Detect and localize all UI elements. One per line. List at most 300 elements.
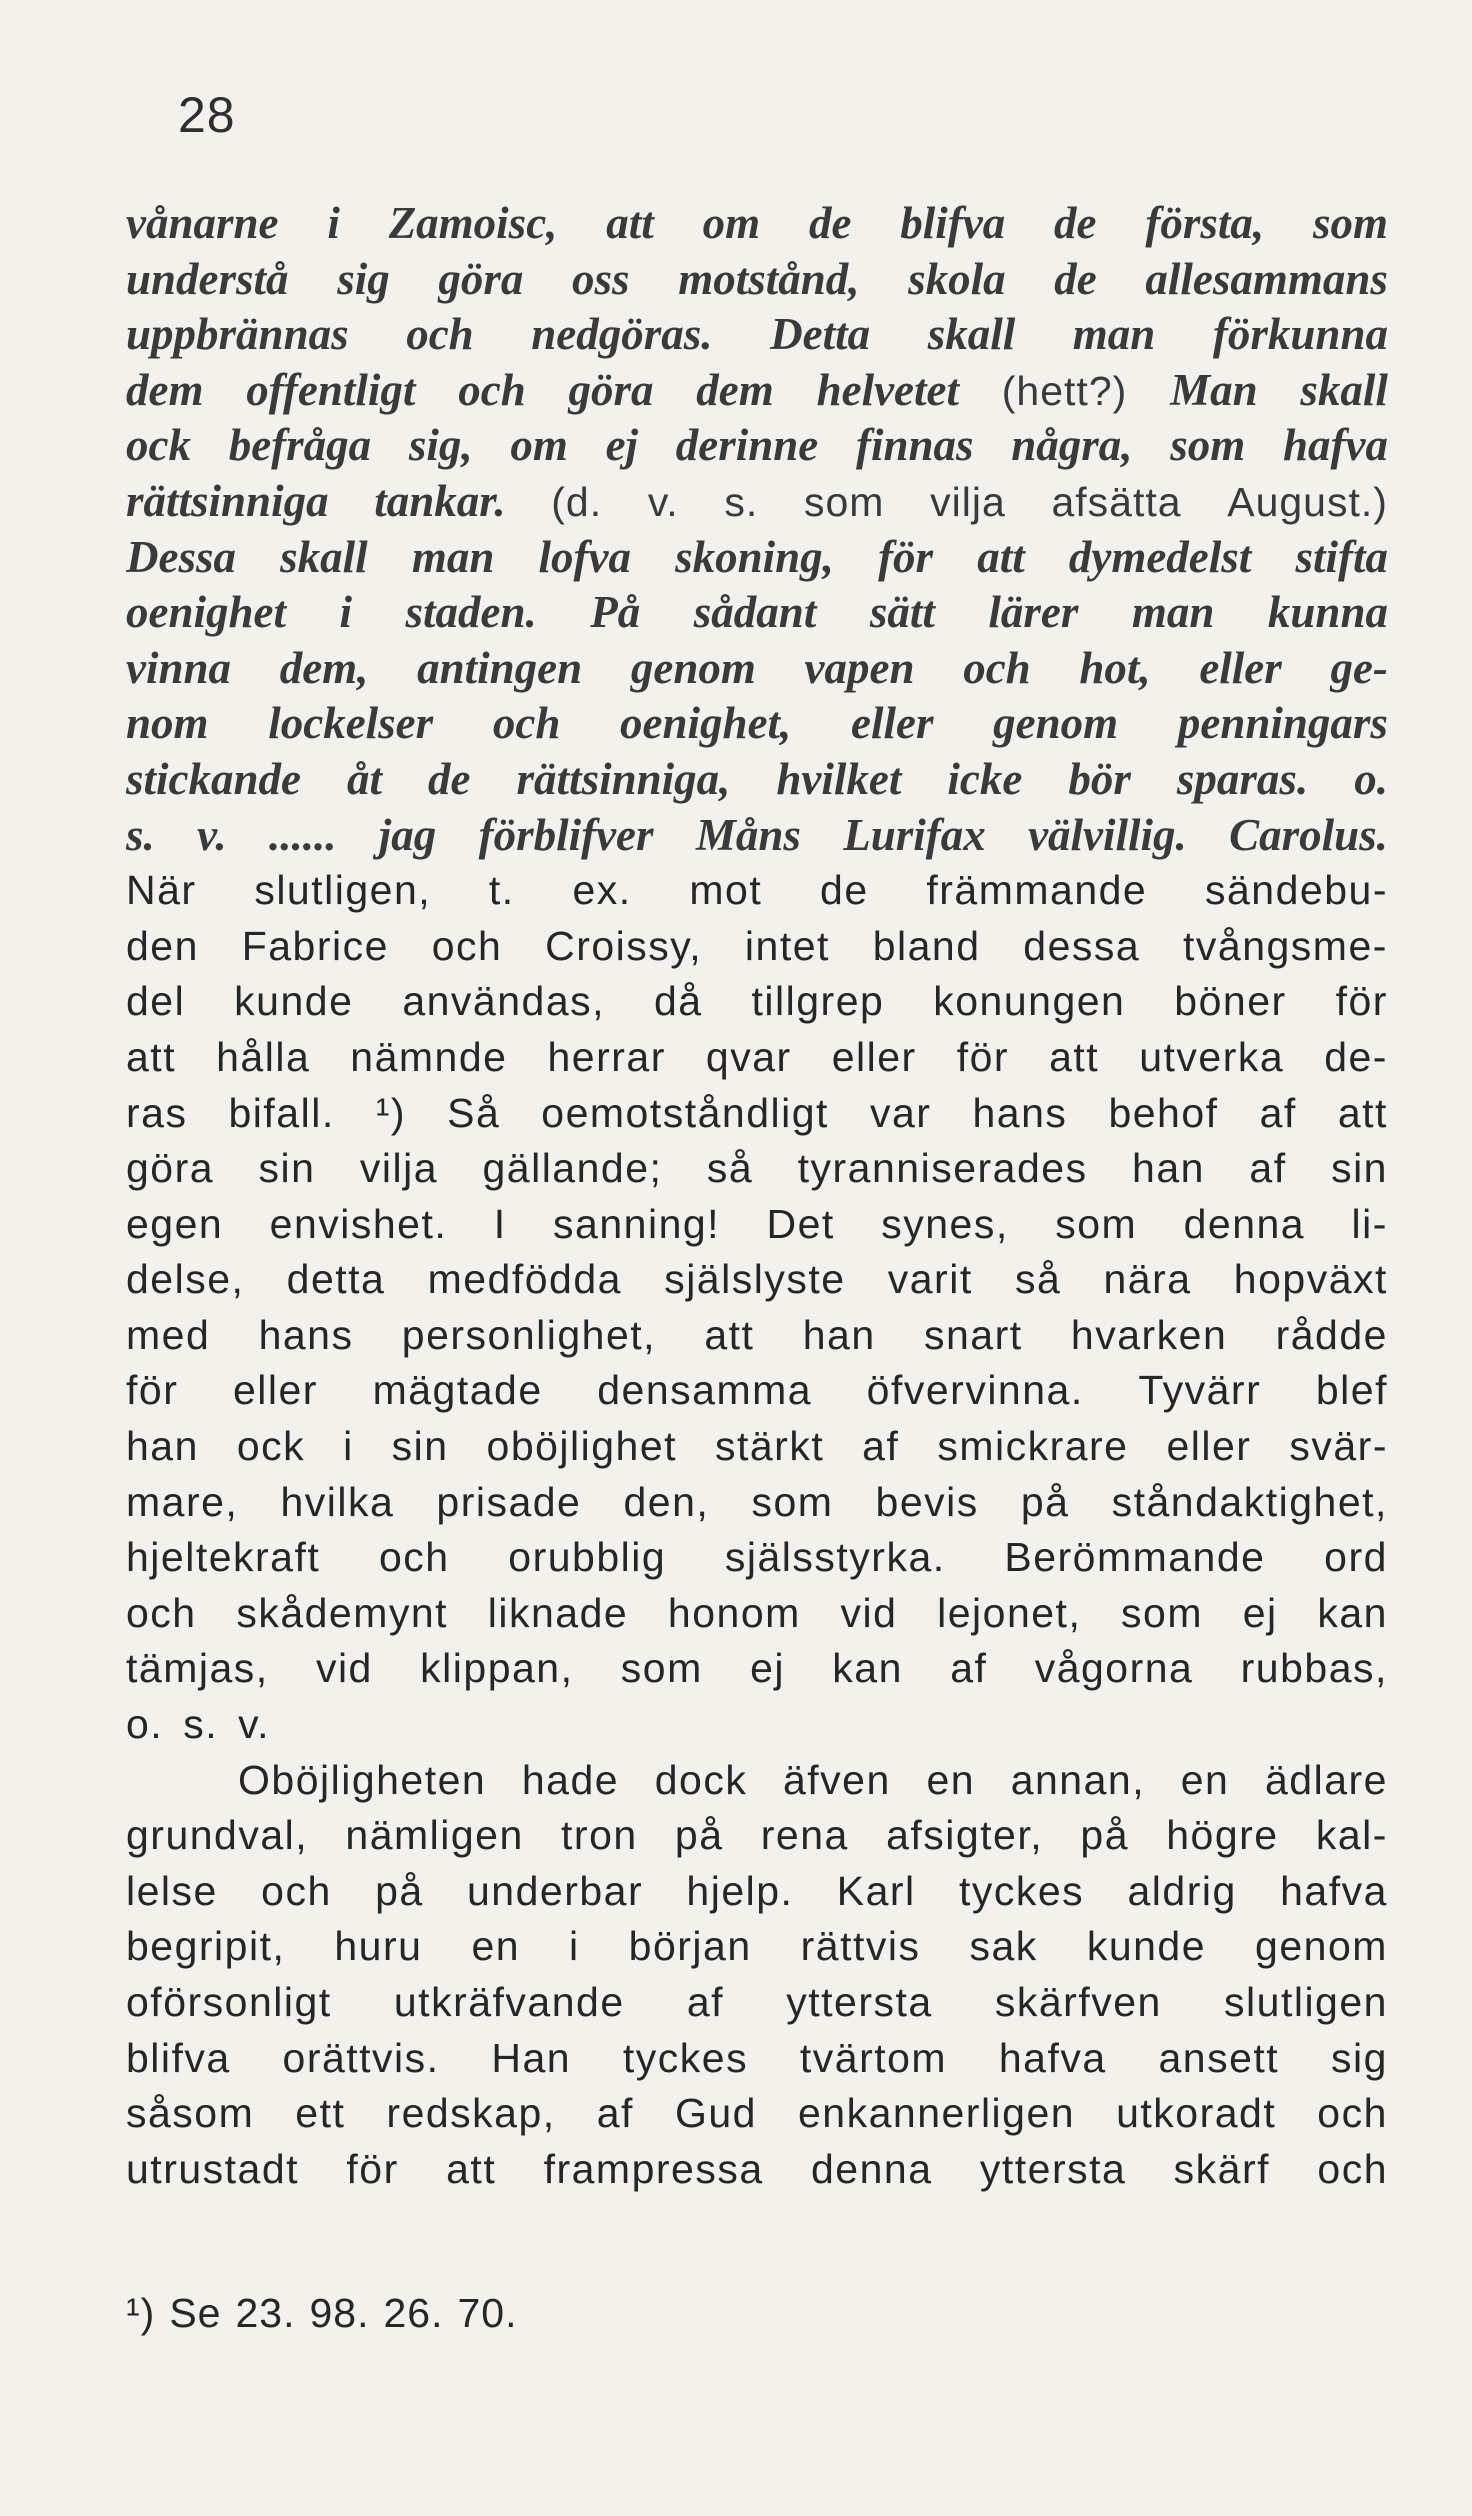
word: mot <box>689 867 763 914</box>
word: göra <box>126 1145 215 1192</box>
text-line <box>126 1697 1388 1753</box>
word: s. <box>126 809 155 860</box>
word: såsom <box>126 2090 255 2137</box>
word: sig <box>337 253 390 304</box>
word: lejonet, <box>937 1589 1082 1636</box>
word: genom <box>1255 1923 1388 1970</box>
word: nom <box>126 698 209 749</box>
word: som <box>620 1645 703 1692</box>
word: (d. <box>551 478 603 525</box>
word: vilja <box>359 1145 439 1192</box>
word: som <box>1055 1200 1138 1247</box>
word: att <box>446 2145 497 2192</box>
word: ¹) <box>375 1089 407 1136</box>
text-line <box>126 363 1388 419</box>
word: och <box>963 642 1031 693</box>
word: genom <box>630 642 756 693</box>
word: tankar. <box>374 475 506 526</box>
word: att <box>704 1311 755 1358</box>
word: kan <box>832 1645 903 1692</box>
word: på <box>1020 1478 1070 1525</box>
word: den <box>126 922 199 969</box>
word: Gud <box>674 2090 757 2137</box>
word: genom <box>993 698 1119 749</box>
text-line <box>126 1363 1388 1419</box>
word: skoning, <box>675 531 834 582</box>
word: ge- <box>1330 642 1388 693</box>
word: rättsinniga, <box>516 753 731 804</box>
text-line <box>126 1197 1388 1253</box>
word: orubblig <box>508 1534 667 1581</box>
word: hopväxt <box>1233 1256 1388 1303</box>
word: ord <box>1324 1534 1388 1581</box>
text-line <box>126 1308 1388 1364</box>
text-line <box>126 641 1388 697</box>
word: behof <box>1108 1089 1219 1136</box>
word: att <box>977 531 1025 582</box>
word: intet <box>744 922 830 969</box>
word: lofva <box>538 531 631 582</box>
word: rubbas, <box>1240 1645 1388 1692</box>
word: I <box>493 1200 507 1247</box>
word: högre <box>1166 1812 1279 1859</box>
word: Croissy, <box>545 922 703 969</box>
footnote-reference: 26. <box>383 2290 444 2336</box>
word: skärfven <box>994 1979 1162 2025</box>
word: sanning! <box>553 1200 721 1247</box>
word: vid <box>315 1645 373 1692</box>
word: v. <box>238 1701 270 1748</box>
word: för <box>126 1367 179 1414</box>
text-line <box>126 1586 1388 1642</box>
word: om <box>510 420 568 471</box>
word: man <box>1072 309 1156 360</box>
text-line <box>126 1919 1388 1975</box>
word: att <box>126 1033 177 1080</box>
word: och <box>431 922 503 969</box>
word: annan, <box>1010 1756 1146 1803</box>
word: som <box>1312 198 1388 248</box>
word: synes, <box>881 1200 1009 1247</box>
word: mare, <box>126 1478 239 1525</box>
word: motstånd, <box>678 253 860 304</box>
word: hade <box>521 1756 620 1803</box>
word: frampressa <box>543 2145 764 2192</box>
word: gällande; <box>482 1145 663 1192</box>
word: huru <box>334 1923 423 1970</box>
word: Lurifax <box>843 809 986 860</box>
word: som <box>803 478 885 525</box>
word: förkunna <box>1212 309 1388 360</box>
word: af <box>950 1645 988 1692</box>
word: finnas <box>855 420 974 471</box>
word: ståndaktighet, <box>1111 1478 1388 1525</box>
word: som <box>751 1478 834 1525</box>
word: ...... <box>268 809 337 860</box>
word: redskap, <box>386 2090 556 2137</box>
word: förblifver <box>478 809 654 860</box>
word: som <box>1170 420 1246 471</box>
word: v. <box>647 478 679 525</box>
word: hafva <box>998 2034 1107 2081</box>
word: då <box>653 978 703 1025</box>
word: staden. <box>405 587 537 638</box>
text-line <box>126 1086 1388 1142</box>
word: själsstyrka. <box>724 1534 946 1581</box>
word: rättvis <box>800 1923 921 1970</box>
word: de <box>1054 253 1097 304</box>
word: rena <box>760 1812 849 1859</box>
word: kunde <box>234 978 354 1025</box>
word: vapen <box>804 642 915 693</box>
text-line <box>126 196 1388 252</box>
text-line <box>126 1641 1388 1697</box>
word: ej <box>750 1645 785 1692</box>
word: Berömmande <box>1004 1534 1266 1581</box>
word: på <box>1080 1812 1129 1859</box>
word: hvilket <box>776 753 902 804</box>
word: eller <box>851 698 934 749</box>
word: understå <box>126 253 289 304</box>
word: afsigter, <box>886 1812 1044 1859</box>
word: (hett?) <box>1001 367 1128 414</box>
word: en <box>471 1923 521 1970</box>
word: göra <box>438 253 524 304</box>
footnote-reference: Se <box>169 2290 222 2336</box>
text-line <box>126 863 1388 919</box>
word: eller <box>1166 1423 1252 1470</box>
word: kal- <box>1315 1812 1388 1859</box>
word: sin <box>391 1423 449 1470</box>
word: varit <box>887 1256 973 1303</box>
word: oböjlighet <box>486 1423 678 1470</box>
word: tyranniserades <box>797 1145 1088 1192</box>
word: skall <box>1300 364 1388 415</box>
word: stärkt <box>714 1423 825 1470</box>
word: offentligt <box>246 364 416 415</box>
word: hålla <box>216 1033 311 1080</box>
word: skall <box>927 309 1016 360</box>
word: del <box>126 978 186 1025</box>
word: lockelser <box>268 698 434 749</box>
footnote-marker: ¹) <box>126 2290 156 2336</box>
word: Så <box>447 1089 501 1136</box>
word: hjeltekraft <box>126 1534 321 1581</box>
word: detta <box>286 1256 386 1303</box>
word: rådde <box>1275 1311 1388 1358</box>
word: sändebu- <box>1205 867 1388 914</box>
word: nämnde <box>350 1033 508 1080</box>
word: sätt <box>869 587 935 638</box>
word: af <box>686 1979 725 2025</box>
word: hjelp. <box>686 1867 794 1914</box>
word: ej <box>1242 1589 1278 1636</box>
text-line <box>126 1975 1388 2031</box>
word: slutligen, <box>254 867 432 914</box>
word: ex. <box>572 867 632 914</box>
word: mägtade <box>372 1367 543 1414</box>
word: På <box>590 587 641 638</box>
word: rättsinniga <box>126 475 329 526</box>
word: tvångsme- <box>1183 922 1388 969</box>
word: tyckes <box>622 2034 749 2081</box>
word: på <box>674 1812 724 1859</box>
word: var <box>869 1089 932 1136</box>
word: prisade <box>436 1478 582 1525</box>
word: och <box>1317 2145 1388 2192</box>
word: orättvis. <box>282 2034 440 2081</box>
word: skall <box>280 531 368 582</box>
word: sparas. <box>1176 753 1309 804</box>
word: han <box>126 1423 199 1470</box>
word: v. <box>197 809 227 860</box>
word: i <box>569 1923 580 1970</box>
word: att <box>1337 1089 1388 1136</box>
text-line <box>126 530 1388 586</box>
word: ansett <box>1158 2034 1280 2081</box>
word: bevis <box>875 1478 979 1525</box>
word: ett <box>295 2090 346 2137</box>
word: de <box>1054 198 1097 248</box>
word: själslyste <box>664 1256 846 1303</box>
word: snart <box>923 1311 1023 1358</box>
word: Zamoisc, <box>388 198 558 248</box>
word: af <box>596 2090 634 2137</box>
text-line <box>126 418 1388 474</box>
word: i <box>327 198 340 248</box>
word: vid <box>840 1589 898 1636</box>
word: dem <box>126 364 204 415</box>
word: första, <box>1145 198 1265 248</box>
word: välvillig. <box>1028 809 1187 860</box>
text-line <box>126 585 1388 641</box>
word: för <box>956 1033 1010 1080</box>
text-line <box>126 2031 1388 2087</box>
word: honom <box>667 1589 801 1636</box>
word: för <box>1335 978 1388 1025</box>
word: eller <box>831 1033 917 1080</box>
text-line <box>126 752 1388 808</box>
word: slutligen <box>1224 1979 1388 2025</box>
word: hvilka <box>280 1478 395 1525</box>
word: af <box>1259 1089 1297 1136</box>
word: bland <box>872 922 981 969</box>
word: och <box>492 698 561 749</box>
word: envishet. <box>269 1200 448 1247</box>
word: för <box>878 531 934 582</box>
word: af <box>862 1423 900 1470</box>
word: om <box>702 198 761 248</box>
word: och <box>126 1589 197 1636</box>
word: Tyvärr <box>1138 1367 1262 1414</box>
word: hafva <box>1282 420 1388 471</box>
word: densamma <box>597 1367 813 1414</box>
word: underbar <box>466 1867 644 1914</box>
word: konungen <box>933 978 1126 1025</box>
word: begripit, <box>126 1923 286 1970</box>
word: de- <box>1324 1033 1388 1080</box>
word: Carolus. <box>1229 809 1388 860</box>
word: derinne <box>675 420 819 471</box>
word: o. <box>1354 753 1388 804</box>
text-line <box>126 1864 1388 1920</box>
word: grundval, <box>126 1812 309 1859</box>
word: enkannerligen <box>797 2090 1076 2137</box>
word: utrustadt <box>126 2145 300 2192</box>
word: användas, <box>402 978 606 1025</box>
word: När <box>126 867 197 914</box>
word: göra <box>568 364 654 415</box>
word: att <box>606 198 654 248</box>
text-line <box>126 252 1388 308</box>
text-line <box>126 1530 1388 1586</box>
word: stickande <box>126 753 301 804</box>
word: lelse <box>126 1867 218 1914</box>
word: böner <box>1174 978 1287 1025</box>
word: de <box>808 198 852 248</box>
word: han <box>1132 1145 1205 1192</box>
word: ädlare <box>1264 1756 1388 1803</box>
word: dem, <box>279 642 369 693</box>
word: några, <box>1011 420 1133 471</box>
word: egen <box>126 1200 224 1247</box>
text-line <box>126 696 1388 752</box>
word: Oböjligheten <box>238 1756 487 1803</box>
word: med <box>126 1311 211 1358</box>
word: delse, <box>126 1256 245 1303</box>
word: och <box>1317 2090 1388 2137</box>
word: nedgöras. <box>531 309 713 360</box>
text-line <box>126 1753 1388 1809</box>
word: dock <box>654 1756 748 1803</box>
word: dessa <box>1023 922 1141 969</box>
word: helvetet <box>816 364 959 415</box>
word: oemotståndligt <box>541 1089 829 1136</box>
word: ock <box>236 1423 306 1470</box>
word: icke <box>947 753 1023 804</box>
word: ej <box>605 420 639 471</box>
footnote-reference: 98. <box>309 2290 370 2336</box>
word: man <box>1131 587 1215 638</box>
body-text <box>126 196 1388 2197</box>
text-line <box>126 1808 1388 1864</box>
word: aldrig <box>1127 1867 1237 1914</box>
word: bör <box>1068 753 1131 804</box>
word: att <box>1049 1033 1100 1080</box>
word: vågorna <box>1034 1645 1194 1692</box>
word: Detta <box>770 309 871 360</box>
word: de <box>428 753 471 804</box>
word: utkoradt <box>1116 2090 1277 2137</box>
word: eller <box>232 1367 318 1414</box>
footnote <box>126 2290 531 2337</box>
word: och <box>378 1534 450 1581</box>
word: tillgrep <box>751 978 885 1025</box>
word: vilja <box>930 478 1006 525</box>
word: och <box>458 364 526 415</box>
word: på <box>375 1867 424 1914</box>
word: dymedelst <box>1068 531 1252 582</box>
word: så <box>706 1145 754 1192</box>
text-line <box>126 474 1388 530</box>
word: oenighet <box>126 587 287 638</box>
word: och <box>261 1867 332 1914</box>
word: vinna <box>126 642 232 693</box>
word: sin <box>1331 1145 1388 1192</box>
word: i <box>343 1423 354 1470</box>
word: den, <box>623 1478 710 1525</box>
word: en <box>1180 1756 1230 1803</box>
word: o. <box>126 1701 164 1748</box>
word: han <box>802 1311 876 1358</box>
word: Han <box>491 2034 572 2081</box>
word: hans <box>972 1089 1068 1136</box>
word: Man <box>1170 364 1258 415</box>
word: befråga <box>228 420 372 471</box>
word: s. <box>183 1701 219 1748</box>
word: smickrare <box>937 1423 1129 1470</box>
footnote-reference: 23. <box>235 2290 296 2336</box>
word: kunde <box>1086 1923 1207 1970</box>
word: nära <box>1103 1256 1192 1303</box>
word: s. <box>724 478 759 525</box>
word: sådant <box>693 587 817 638</box>
word: Dessa <box>126 531 236 582</box>
word: hot, <box>1079 642 1151 693</box>
word: de <box>820 867 869 914</box>
word: antingen <box>417 642 583 693</box>
word: vånarne <box>126 198 279 248</box>
word: ras <box>126 1089 188 1136</box>
word: sin <box>258 1145 316 1192</box>
text-line <box>126 1030 1388 1086</box>
word: för <box>346 2145 399 2192</box>
word: Fabrice <box>241 922 389 969</box>
word: kunna <box>1267 587 1388 638</box>
word: hafva <box>1280 1867 1388 1914</box>
word: Karl <box>836 1867 916 1914</box>
word: tvärtom <box>799 2034 948 2081</box>
word: afsätta <box>1051 478 1182 525</box>
word: utverka <box>1139 1033 1285 1080</box>
word: uppbrännas <box>126 309 349 360</box>
text-line <box>126 1419 1388 1475</box>
word: blifva <box>126 2034 231 2081</box>
word: stifta <box>1295 531 1388 582</box>
word: kan <box>1317 1589 1388 1636</box>
word: svär- <box>1289 1423 1388 1470</box>
text-line <box>126 1475 1388 1531</box>
word: tämjas, <box>126 1645 269 1692</box>
word: qvar <box>705 1033 792 1080</box>
word: hvarken <box>1070 1311 1228 1358</box>
word: skola <box>908 253 1006 304</box>
word: hans <box>258 1311 354 1358</box>
word: t. <box>488 867 515 914</box>
word: oenighet, <box>620 698 792 749</box>
word: så <box>1014 1256 1062 1303</box>
word: Måns <box>695 809 801 860</box>
word: personlighet, <box>401 1311 657 1358</box>
word: oss <box>572 253 630 304</box>
word: August.) <box>1227 478 1388 525</box>
word: och <box>406 309 474 360</box>
word: utkräfvande <box>393 1979 625 2025</box>
text-line <box>126 974 1388 1030</box>
word: tyckes <box>958 1867 1085 1914</box>
word: sig, <box>408 420 473 471</box>
word: nämligen <box>345 1812 524 1859</box>
